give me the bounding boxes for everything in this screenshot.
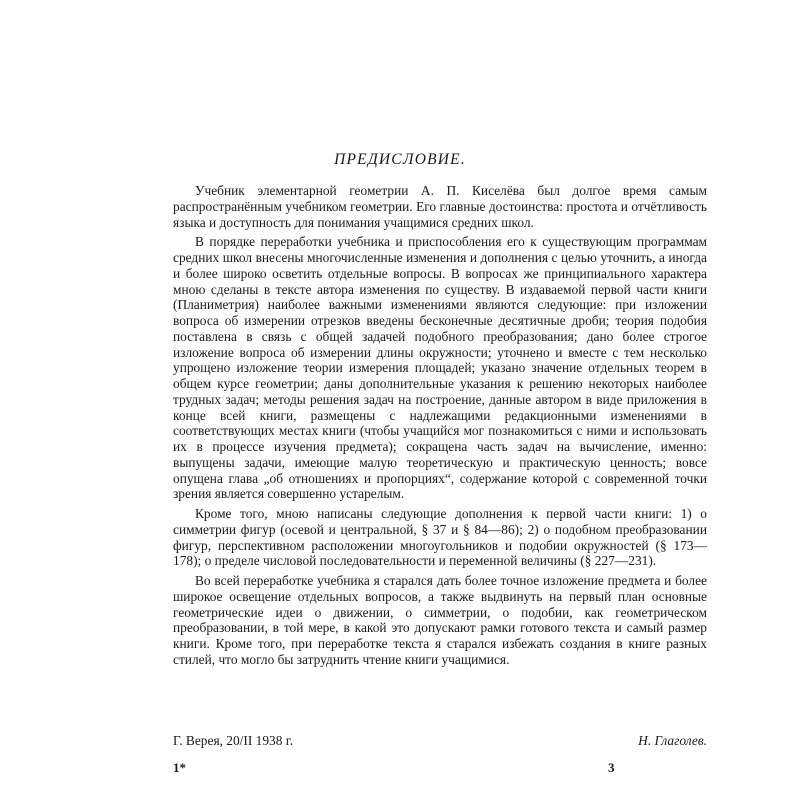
- preface-body: [173, 183, 707, 672]
- paragraph-2: В порядке переработки учебника и приспособления его к существующим программам средних школ внесены многочисленные изменения и дополнения с целью уточнить, а иногда и более широко осветить отдельные вопросы. В вопросах же принципиального характера мною сделаны в тексте автора изменения по существу. В издаваемой первой части книги (Планиметрия) наиболее важными изменениями являются следующие: при изложении вопроса об измерении отрезков введены бесконечные десятичные дроби; теория подобия поставлена в связь с общей задачей подобного преобразования; дано более строгое изложение вопроса об измерении длины окружности; уточнено и вместе с тем несколько упрощено изложение теории измерения площадей; указано значение отдельных теорем в общем курсе геометрии; даны дополнительные указания к решению некоторых наиболее трудных задач; методы решения задач на построение, данные автором в виде приложения в конце всей книги, размещены с надлежащими редакционными изменениями в соответствующих местах книги (чтобы учащийся мог познакомиться с ними и использовать их в процессе изучения предмета); сокращена часть задач на вычисление, именно: выпущены задачи, имеющие малую теоретическую и практическую ценность; вовсе опущена глава „об отношениях и пропорциях“, содержание которой с современной точки зрения является совершенно устарелым.: [173, 234, 707, 502]
- paragraph-1: Учебник элементарной геометрии А. П. Киселёва был долгое время самым распространённым учебником геометрии. Его главные достоинства: простота и отчётливость языка и доступность для понимания учащимися средних школ.: [173, 183, 707, 230]
- author-signature: Н. Глаголев.: [638, 733, 707, 748]
- paragraph-4: Во всей переработке учебника я старался дать более точное изложение предмета и более широкое освещение отдельных вопросов, а также выдвинуть на первый план основные геометрические идеи о движении, о симметрии, о подобии, как геометрическом преобразовании, в той мере, в какой это допускают рамки готового текста и самый размер книги. Кроме того, при переработке текста я старался избежать создания в книге разных стилей, что могло бы затруднить чтение книги учащимися.: [173, 573, 707, 667]
- page-title: ПРЕДИСЛОВИЕ.: [334, 151, 466, 168]
- page-number: 3: [608, 760, 615, 775]
- place-date: Г. Верея, 20/II 1938 г.: [173, 733, 294, 748]
- signature-mark: 1*: [173, 760, 186, 775]
- paragraph-3: Кроме того, мною написаны следующие дополнения к первой части книги: 1) о симметрии фигур (осевой и центральной, § 37 и § 84—86); 2) о подобном преобразовании фигур, перспективном расположении многоугольников и подобии окружностей (§ 173—178); о пределе числовой последовательности и переменной величины (§ 227—231).: [173, 506, 707, 569]
